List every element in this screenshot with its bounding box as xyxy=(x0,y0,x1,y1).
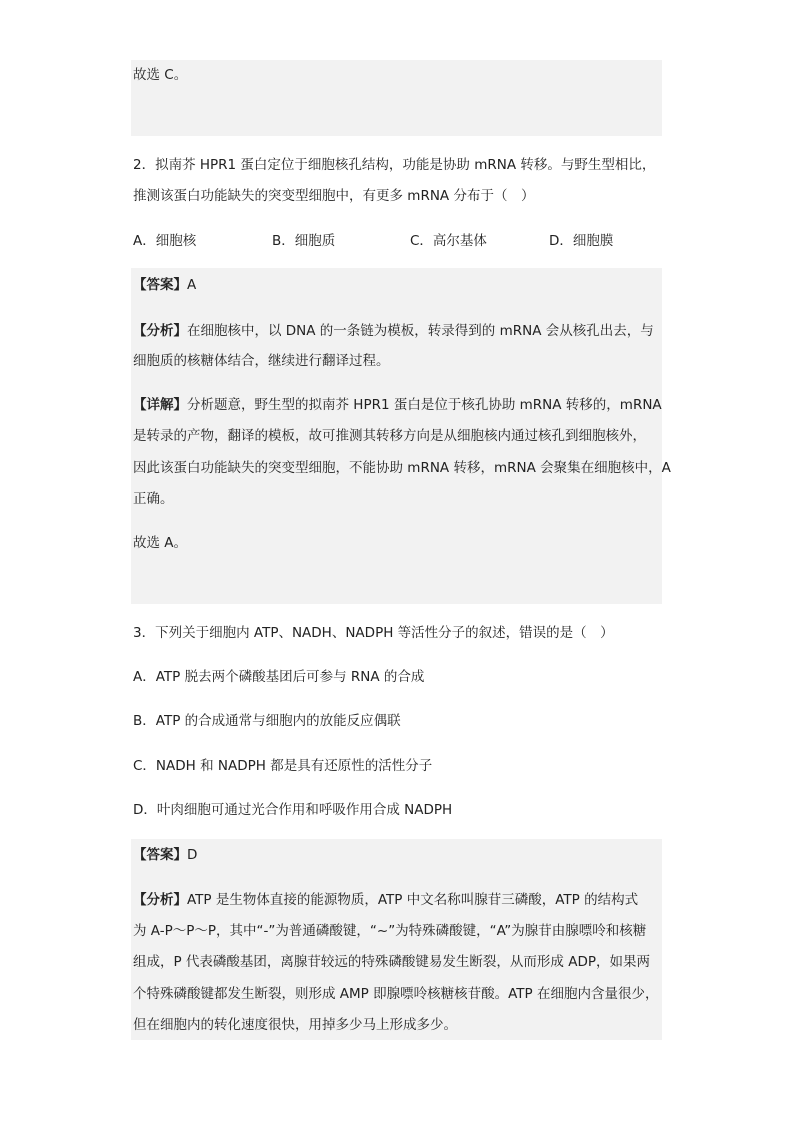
q2-option-c: C．高尔基体 xyxy=(410,233,487,249)
q2-analysis-label: 【分析】 xyxy=(133,323,187,339)
q3-analysis-label: 【分析】 xyxy=(133,892,187,908)
q2-conclusion: 故选 A。 xyxy=(133,535,188,551)
q3-analysis-line-4: 个特殊磷酸键都发生断裂，则形成 AMP 即腺嘌呤核糖核苷酸。ATP 在细胞内含量很少， xyxy=(133,986,659,1002)
q2-detail-line-2: 是转录的产物，翻译的模板，故可推测其转移方向是从细胞核内通过核孔到细胞核外， xyxy=(133,428,646,444)
q3-option-d: D．叶肉细胞可通过光合作用和呼吸作用合成 NADPH xyxy=(133,802,453,818)
q3-analysis-line-3: 组成，P 代表磷酸基团，离腺苷较远的特殊磷酸键易发生断裂，从而形成 ADP，如果两 xyxy=(133,954,650,970)
q2-detail-line-1 xyxy=(133,395,662,415)
q3-answer-value: D xyxy=(187,847,198,863)
q2-stem-line-1: 2．拟南芥 HPR1 蛋白定位于细胞核孔结构，功能是协助 mRNA 转移。与野生型相比， xyxy=(133,157,656,173)
q3-option-c: C．NADH 和 NADPH 都是具有还原性的活性分子 xyxy=(133,758,433,774)
q2-detail-label: 【详解】 xyxy=(133,397,187,413)
q2-answer-value: A xyxy=(187,277,197,293)
q3-answer xyxy=(133,845,197,865)
q2-option-a: A．细胞核 xyxy=(133,233,197,249)
q3-option-b: B．ATP 的合成通常与细胞内的放能反应偶联 xyxy=(133,713,401,729)
q3-option-a: A．ATP 脱去两个磷酸基团后可参与 RNA 的合成 xyxy=(133,669,425,685)
q2-stem-line-2: 推测该蛋白功能缺失的突变型细胞中，有更多 mRNA 分布于（ ） xyxy=(133,188,535,204)
q3-stem: 3．下列关于细胞内 ATP、NADH、NADPH 等活性分子的叙述，错误的是（ ） xyxy=(133,625,614,641)
q3-analysis-text-1: ATP 是生物体直接的能源物质，ATP 中文名称叫腺苷三磷酸，ATP 的结构式 xyxy=(187,892,639,908)
q3-analysis-line-1 xyxy=(133,890,638,910)
q2-answer-label: 【答案】 xyxy=(133,277,187,293)
q2-analysis-line-2: 细胞质的核糖体结合，继续进行翻译过程。 xyxy=(133,353,390,369)
q2-analysis-line-1 xyxy=(133,321,654,341)
q2-detail-line-3: 因此该蛋白功能缺失的突变型细胞，不能协助 mRNA 转移，mRNA 会聚集在细胞核中，A xyxy=(133,460,671,476)
answer-block-q1 xyxy=(131,60,662,136)
q1-conclusion: 故选 C。 xyxy=(133,67,188,83)
q2-detail-line-4: 正确。 xyxy=(133,491,174,507)
q2-option-d: D．细胞膜 xyxy=(549,233,614,249)
q3-answer-label: 【答案】 xyxy=(133,847,187,863)
q2-detail-text-1: 分析题意，野生型的拟南芥 HPR1 蛋白是位于核孔协助 mRNA 转移的，mRNA xyxy=(187,397,662,413)
q2-answer xyxy=(133,275,196,295)
q2-analysis-text-1: 在细胞核中，以 DNA 的一条链为模板，转录得到的 mRNA 会从核孔出去，与 xyxy=(187,323,654,339)
q3-analysis-line-2: 为 A-P～P～P，其中“-”为普通磷酸键，“~”为特殊磷酸键，“A”为腺苷由腺嘌呤和核糖 xyxy=(133,923,647,939)
q3-analysis-line-5: 但在细胞内的转化速度很快，用掉多少马上形成多少。 xyxy=(133,1017,457,1033)
q2-option-b: B．细胞质 xyxy=(272,233,336,249)
